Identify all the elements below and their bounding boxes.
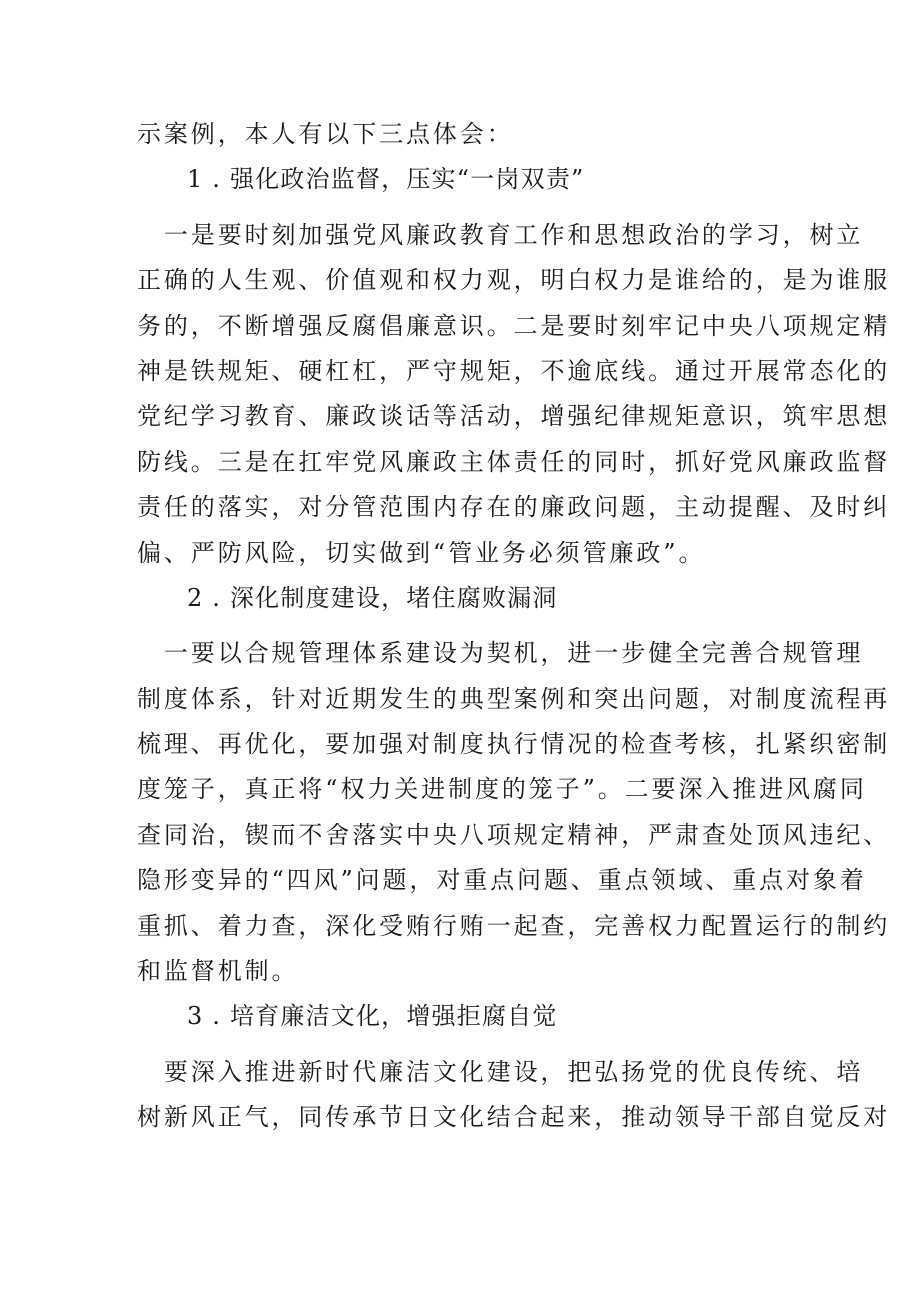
section-2-line: 制度体系，针对近期发生的典型案例和突出问题，对制度流程再 (137, 684, 891, 713)
section-1-line: 一是要时刻加强党风廉政教育工作和思想政治的学习，树立 (137, 220, 864, 249)
section-1-heading: 1 . 强化政治监督，压实“一岗双责” (187, 165, 585, 194)
section-1-line: 正确的人生观、价值观和权力观，明白权力是谁给的，是为谁服 (137, 266, 891, 295)
section-3-line: 要深入推进新时代廉洁文化建设，把弘扬党的优良传统、培 (137, 1057, 864, 1086)
section-1-line: 务的，不断增强反腐倡廉意识。二是要时刻牢记中央八项规定精 (137, 311, 891, 340)
document-page (137, 112, 891, 1141)
section-3-line: 树新风正气，同传承节日文化结合起来，推动领导干部自觉反对 (137, 1103, 891, 1132)
section-1-line: 党纪学习教育、廉政谈话等活动，增强纪律规矩意识，筑牢思想 (137, 402, 891, 431)
section-1-line: 防线。三是在扛牢党风廉政主体责任的同时，抓好党风廉政监督 (137, 447, 891, 476)
section-2-line: 度笼子，真正将“权力关进制度的笼子”。二要深入推进风腐同 (137, 775, 867, 804)
section-2-line: 隐形变异的“四风”问题，对重点问题、重点领域、重点对象着 (137, 866, 867, 895)
section-2-line: 和监督机制。 (137, 957, 299, 986)
section-2-heading: 2 . 深化制度建设，堵住腐败漏洞 (187, 583, 558, 612)
section-1-line: 责任的落实，对分管范围内存在的廉政问题，主动提醒、及时纠 (137, 493, 891, 522)
section-2-line: 重抓、着力查，深化受贿行贿一起查，完善权力配置运行的制约 (137, 911, 891, 940)
section-2-line: 梳理、再优化，要加强对制度执行情况的检查考核，扎紧织密制 (137, 730, 891, 759)
section-2-line: 查同治，锲而不舍落实中央八项规定精神，严肃查处顶风违纪、 (137, 820, 891, 849)
section-1-line: 神是铁规矩、硬杠杠，严守规矩，不逾底线。通过开展常态化的 (137, 356, 891, 385)
section-1-line: 偏、严防风险，切实做到“管业务必须管廉政”。 (137, 538, 706, 567)
section-2-line: 一要以合规管理体系建设为契机，进一步健全完善合规管理 (137, 639, 864, 668)
intro-line: 示案例，本人有以下三点体会： (137, 120, 514, 148)
section-3-heading: 3 . 培育廉洁文化，增强拒腐自觉 (187, 1002, 558, 1031)
